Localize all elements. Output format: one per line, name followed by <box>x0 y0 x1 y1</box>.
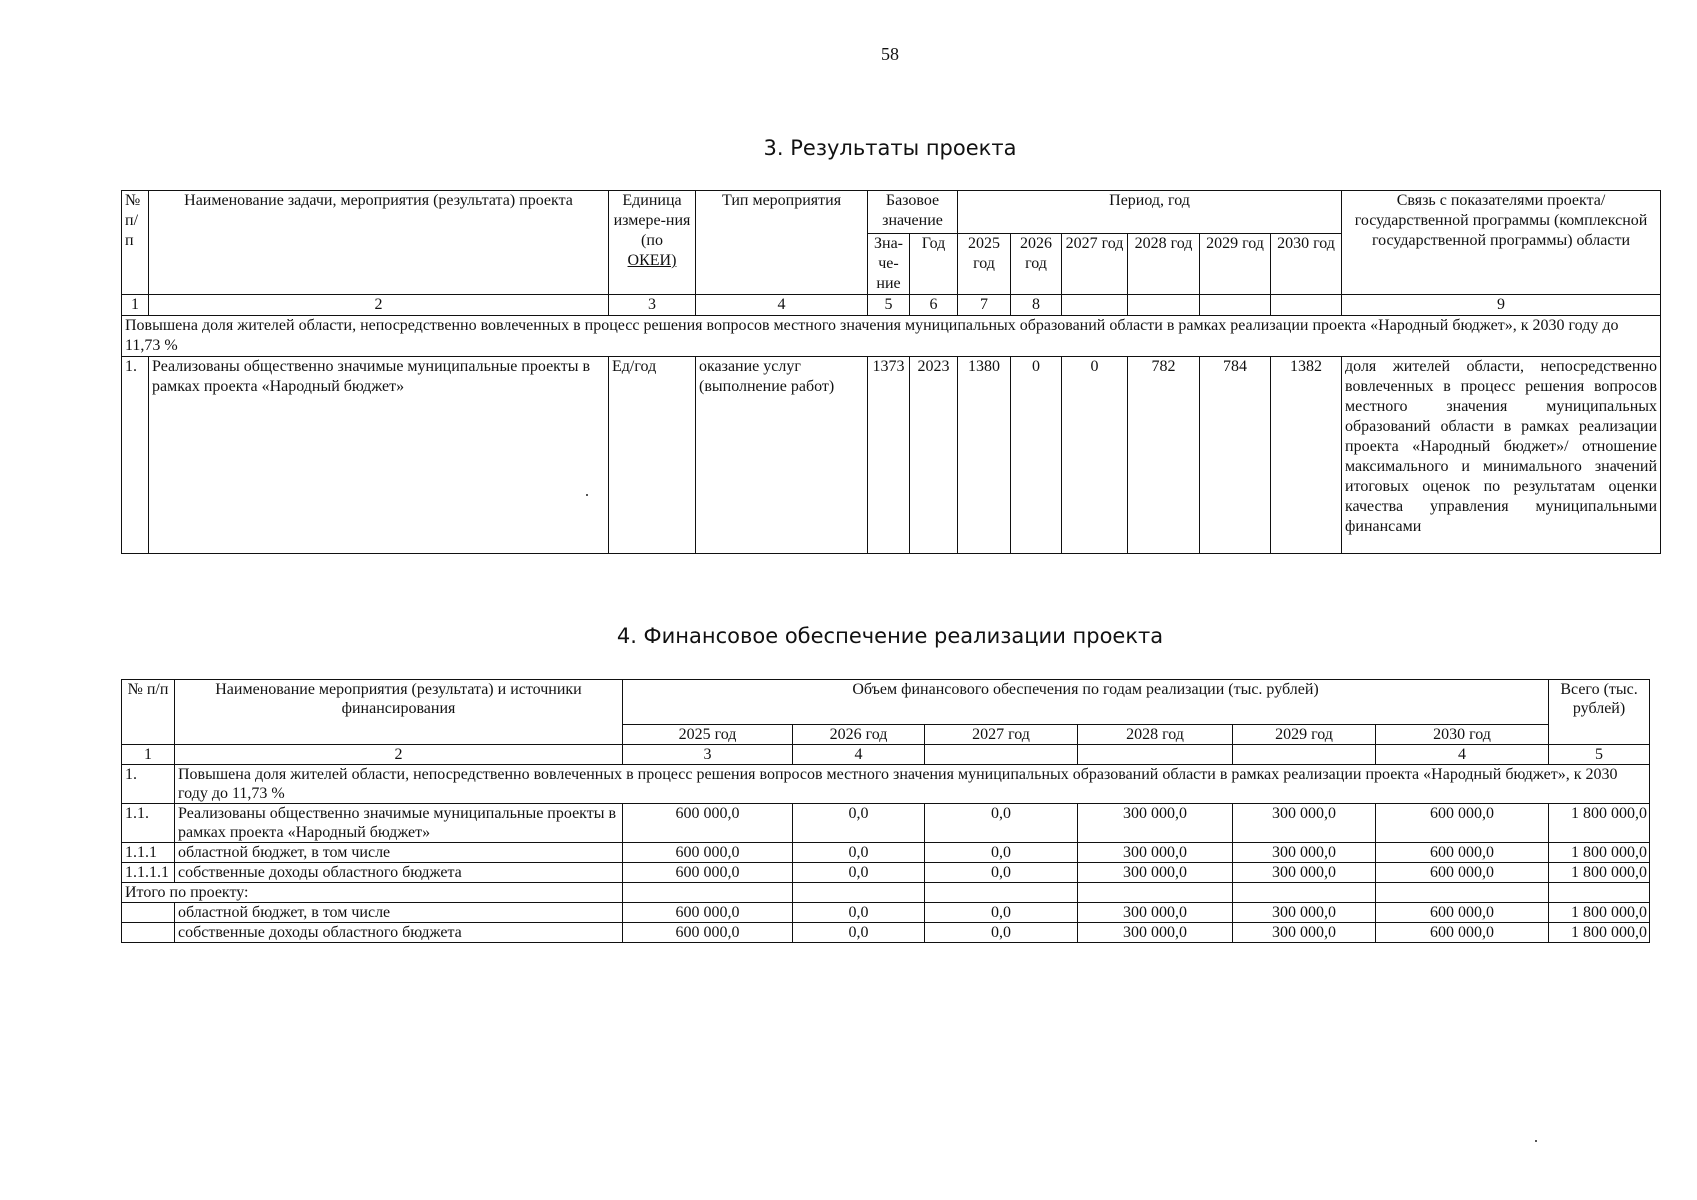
fin-total-2028: 300 000,0 <box>1078 923 1233 943</box>
fin-row-2028: 300 000,0 <box>1078 804 1233 843</box>
col-number: 5 <box>868 295 910 316</box>
table-row <box>122 863 1650 883</box>
results-goal-row <box>122 316 1661 357</box>
row-value-2027: 0 <box>1062 357 1128 554</box>
finance-goal-row <box>122 765 1650 804</box>
fin-row-num: 1.1.1.1 <box>122 863 175 883</box>
table-row <box>122 923 1650 943</box>
fin-row-2028: 300 000,0 <box>1078 863 1233 883</box>
header-name: Наименование задачи, мероприятия (результата) проекта <box>149 191 609 295</box>
header-year-2030: 2030 год <box>1271 234 1342 295</box>
fin-total-name: собственные доходы областного бюджета <box>175 923 623 943</box>
row-value-2026: 0 <box>1011 357 1062 554</box>
header-link: Связь с показателями проекта/государственной программы (комплексной государственной программы) области <box>1342 191 1661 295</box>
header-year-2029: 2029 год <box>1200 234 1271 295</box>
fin-row-total: 1 800 000,0 <box>1549 843 1650 863</box>
fin-col-number: 2 <box>175 745 623 765</box>
fin-row-2027: 0,0 <box>925 804 1078 843</box>
fin-header-year-2025: 2025 год <box>623 725 793 745</box>
row-num: 1. <box>122 357 149 554</box>
fin-total-2026: 0,0 <box>793 903 925 923</box>
fin-empty-cell <box>793 883 925 903</box>
finance-column-numbers <box>122 745 1650 765</box>
fin-empty-cell <box>1078 883 1233 903</box>
fin-col-number: 3 <box>623 745 793 765</box>
table-row <box>122 804 1650 843</box>
fin-row-2025: 600 000,0 <box>623 804 793 843</box>
fin-row-num: 1.1. <box>122 804 175 843</box>
row-value-2029: 784 <box>1200 357 1271 554</box>
results-table <box>121 190 1661 554</box>
col-number: 1 <box>122 295 149 316</box>
fin-header-volume: Объем финансового обеспечения по годам реализации (тыс. рублей) <box>623 680 1549 725</box>
fin-total-empty-num <box>122 923 175 943</box>
fin-col-number: 4 <box>793 745 925 765</box>
fin-header-year-2029: 2029 год <box>1233 725 1376 745</box>
fin-row-2029: 300 000,0 <box>1233 804 1376 843</box>
fin-goal-num: 1. <box>122 765 175 804</box>
fin-col-number <box>1078 745 1233 765</box>
row-unit: Ед/год <box>609 357 696 554</box>
row-type: оказание услуг (выполнение работ) <box>696 357 868 554</box>
fin-row-2030: 600 000,0 <box>1376 863 1549 883</box>
col-number: 8 <box>1011 295 1062 316</box>
fin-header-total: Всего (тыс. рублей) <box>1549 680 1650 745</box>
fin-empty-cell <box>1376 883 1549 903</box>
finance-table <box>121 679 1650 943</box>
row-name: Реализованы общественно значимые муниципальные проекты в рамках проекта «Народный бюджет» <box>149 357 609 554</box>
fin-row-num: 1.1.1 <box>122 843 175 863</box>
fin-row-2027: 0,0 <box>925 863 1078 883</box>
fin-row-2028: 300 000,0 <box>1078 843 1233 863</box>
fin-col-number <box>1233 745 1376 765</box>
row-value-2028: 782 <box>1128 357 1200 554</box>
header-type: Тип мероприятия <box>696 191 868 295</box>
fin-row-2030: 600 000,0 <box>1376 804 1549 843</box>
fin-total-2027: 0,0 <box>925 923 1078 943</box>
col-number: 2 <box>149 295 609 316</box>
fin-total-empty-num <box>122 903 175 923</box>
header-year-2028: 2028 год <box>1128 234 1200 295</box>
fin-empty-cell <box>925 883 1078 903</box>
fin-row-name: Реализованы общественно значимые муниципальные проекты в рамках проекта «Народный бюджет» <box>175 804 623 843</box>
fin-header-year-2028: 2028 год <box>1078 725 1233 745</box>
fin-goal-text: Повышена доля жителей области, непосредственно вовлеченных в процесс решения вопросов местного значения муниципальных образований области в рамках реализации проекта «Народный бюджет», к 2030 году до 11,73 % <box>175 765 1650 804</box>
results-goal-text: Повышена доля жителей области, непосредственно вовлеченных в процесс решения вопросов местного значения муниципальных образований области в рамках реализации проекта «Народный бюджет», к 2030 году до 11,73 % <box>122 316 1661 357</box>
fin-total-total: 1 800 000,0 <box>1549 923 1650 943</box>
row-value-2030: 1382 <box>1271 357 1342 554</box>
finance-header-row-1 <box>122 680 1650 725</box>
fin-total-2025: 600 000,0 <box>623 903 793 923</box>
header-base-value: Зна-че-ние <box>868 234 910 295</box>
row-link: доля жителей области, непосредственно вовлеченных в процесс решения вопросов местного значения муниципальных образований области в рамках реализации проекта «Народный бюджет»/ отношение максимального и минимального значений итоговых оценок по результатам оценки качества управления муниципальными финансами <box>1342 357 1661 554</box>
fin-total-name: областной бюджет, в том числе <box>175 903 623 923</box>
header-year-2027: 2027 год <box>1062 234 1128 295</box>
fin-row-2026: 0,0 <box>793 843 925 863</box>
fin-header-year-2027: 2027 год <box>925 725 1078 745</box>
fin-row-2029: 300 000,0 <box>1233 843 1376 863</box>
fin-row-name: областной бюджет, в том числе <box>175 843 623 863</box>
fin-header-num: № п/п <box>122 680 175 745</box>
col-number <box>1128 295 1200 316</box>
fin-col-number: 1 <box>122 745 175 765</box>
table-row <box>122 903 1650 923</box>
fin-col-number: 4 <box>1376 745 1549 765</box>
fin-header-year-2026: 2026 год <box>793 725 925 745</box>
fin-col-number: 5 <box>1549 745 1650 765</box>
header-year-2026: 2026 год <box>1011 234 1062 295</box>
page-number: 58 <box>881 44 899 64</box>
fin-empty-cell <box>1549 883 1650 903</box>
col-number: 4 <box>696 295 868 316</box>
row-value-2025: 1380 <box>958 357 1011 554</box>
finance-total-label-row <box>122 883 1650 903</box>
fin-header-year-2030: 2030 год <box>1376 725 1549 745</box>
fin-col-number <box>925 745 1078 765</box>
fin-header-name: Наименование мероприятия (результата) и источники финансирования <box>175 680 623 745</box>
fin-total-2026: 0,0 <box>793 923 925 943</box>
fin-total-2027: 0,0 <box>925 903 1078 923</box>
fin-total-2028: 300 000,0 <box>1078 903 1233 923</box>
col-number: 7 <box>958 295 1011 316</box>
fin-row-2027: 0,0 <box>925 843 1078 863</box>
col-number: 6 <box>910 295 958 316</box>
fin-row-2030: 600 000,0 <box>1376 843 1549 863</box>
fin-total-2029: 300 000,0 <box>1233 923 1376 943</box>
fin-row-2025: 600 000,0 <box>623 863 793 883</box>
fin-row-2029: 300 000,0 <box>1233 863 1376 883</box>
fin-total-2030: 600 000,0 <box>1376 903 1549 923</box>
row-base-value: 1373 <box>868 357 910 554</box>
header-period: Период, год <box>958 191 1342 234</box>
col-number: 9 <box>1342 295 1661 316</box>
results-header-row-1 <box>122 191 1661 234</box>
fin-total-2025: 600 000,0 <box>623 923 793 943</box>
results-column-numbers <box>122 295 1661 316</box>
col-number <box>1062 295 1128 316</box>
fin-row-total: 1 800 000,0 <box>1549 863 1650 883</box>
table-row <box>122 357 1661 554</box>
header-unit-label: Единица измере-ния (по <box>613 192 691 249</box>
fin-row-name: собственные доходы областного бюджета <box>175 863 623 883</box>
fin-row-2026: 0,0 <box>793 804 925 843</box>
fin-total-2029: 300 000,0 <box>1233 903 1376 923</box>
fin-total-2030: 600 000,0 <box>1376 923 1549 943</box>
fin-total-label: Итого по проекту: <box>122 883 623 903</box>
header-num: № п/п <box>122 191 149 295</box>
col-number <box>1271 295 1342 316</box>
header-base: Базовое значение <box>868 191 958 234</box>
section-title-results: 3. Результаты проекта <box>763 136 1017 160</box>
col-number <box>1200 295 1271 316</box>
fin-row-total: 1 800 000,0 <box>1549 804 1650 843</box>
fin-row-2025: 600 000,0 <box>623 843 793 863</box>
header-unit-code: ОКЕИ) <box>627 252 677 269</box>
scan-speck <box>1535 1140 1537 1142</box>
fin-total-total: 1 800 000,0 <box>1549 903 1650 923</box>
header-year-2025: 2025 год <box>958 234 1011 295</box>
fin-row-2026: 0,0 <box>793 863 925 883</box>
fin-empty-cell <box>1233 883 1376 903</box>
section-title-finance: 4. Финансовое обеспечение реализации проекта <box>616 624 1164 648</box>
table-row <box>122 843 1650 863</box>
header-base-year: Год <box>910 234 958 295</box>
header-unit <box>609 191 696 295</box>
fin-empty-cell <box>623 883 793 903</box>
col-number: 3 <box>609 295 696 316</box>
row-base-year: 2023 <box>910 357 958 554</box>
scan-speck <box>586 494 588 496</box>
